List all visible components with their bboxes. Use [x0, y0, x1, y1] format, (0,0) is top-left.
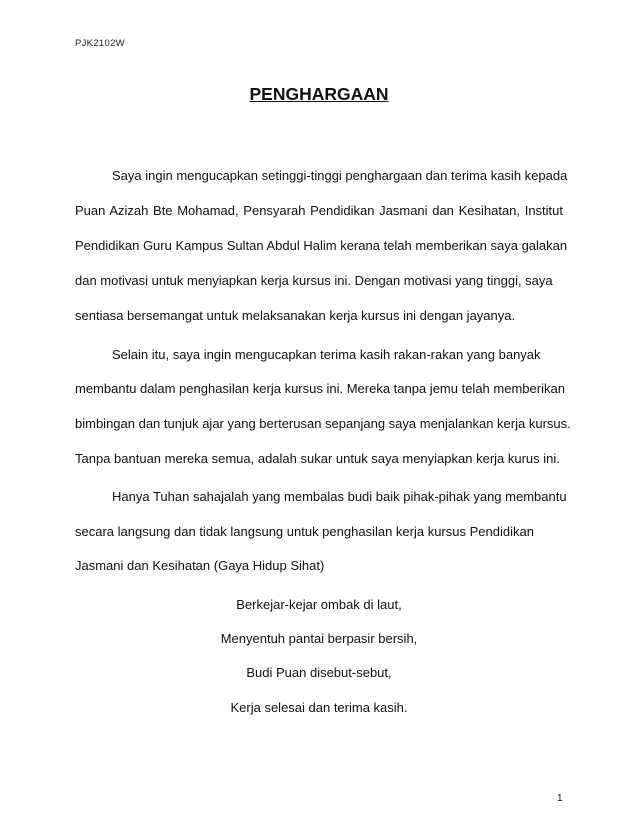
text-line: bimbingan dan tunjuk ajar yang berterusan sepanjang saya menjalankan kerja kursus. [75, 416, 571, 431]
text-line: Pendidikan Guru Kampus Sultan Abdul Halim kerana telah memberikan saya galakan [75, 238, 568, 253]
text-line: Tanpa bantuan mereka semua, adalah sukar untuk saya menyiapkan kerja kurus ini. [75, 451, 560, 466]
text-line: Jasmani dan Kesihatan (Gaya Hidup Sihat) [75, 558, 325, 573]
text-line: Saya ingin mengucapkan setinggi-tinggi penghargaan dan terima kasih kepada [112, 168, 568, 183]
page-header: PJK2102W [75, 38, 125, 49]
text-line: secara langsung dan tidak langsung untuk penghasilan kerja kursus Pendidikan [75, 524, 534, 539]
poem-line: Berkejar-kejar ombak di laut, [236, 597, 402, 612]
text-line: sentiasa bersemangat untuk melaksanakan kerja kursus ini dengan jayanya. [75, 308, 516, 323]
page-title: PENGHARGAAN [249, 84, 389, 104]
poem-line: Kerja selesai dan terima kasih. [230, 700, 408, 715]
text-line: Hanya Tuhan sahajalah yang membalas budi baik pihak-pihak yang membantu [112, 489, 567, 504]
text-line: dan motivasi untuk menyiapkan kerja kursus ini. Dengan motivasi yang tinggi, saya [75, 273, 553, 288]
text-line: membantu dalam penghasilan kerja kursus ini. Mereka tanpa jemu telah memberikan [75, 381, 565, 396]
text-line: Puan Azizah Bte Mohamad, Pensyarah Pendidikan Jasmani dan Kesihatan, Institut [75, 203, 563, 218]
poem-line: Budi Puan disebut-sebut, [246, 665, 392, 680]
page-number: 1 [557, 793, 563, 804]
text-line: Selain itu, saya ingin mengucapkan terima kasih rakan-rakan yang banyak [112, 347, 541, 362]
poem-line: Menyentuh pantai berpasir bersih, [220, 631, 418, 646]
